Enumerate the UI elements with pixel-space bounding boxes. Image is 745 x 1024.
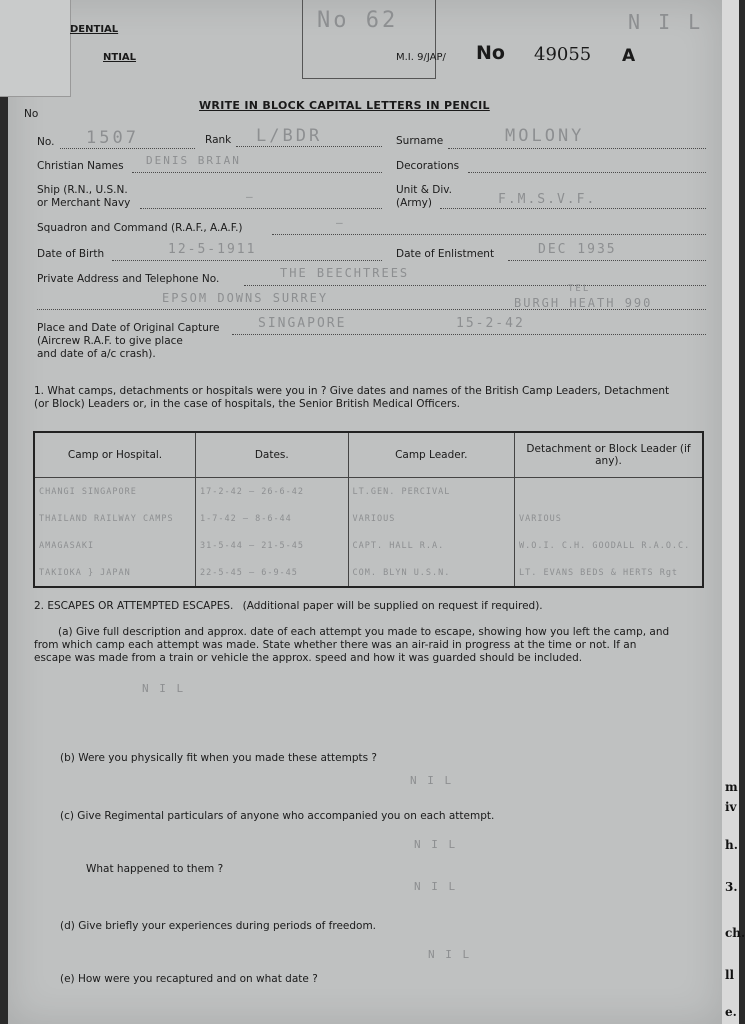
- strip-text: m: [725, 780, 738, 794]
- question-2-note: (Additional paper will be supplied on request if required).: [242, 600, 543, 612]
- leader-cell: COM. BLYN U.S.N.: [348, 559, 514, 587]
- serial-suffix: A: [622, 46, 636, 66]
- christian-names-label: Christian Names: [37, 160, 124, 172]
- rank-value: L/BDR: [256, 126, 323, 146]
- question-2-title: 2. ESCAPES OR ATTEMPTED ESCAPES.: [34, 600, 234, 612]
- address-line-1: THE BEECHTREES: [280, 266, 410, 280]
- question-2d-answer: N I L: [428, 948, 472, 961]
- address-line-2: EPSOM DOWNS SURREY: [162, 291, 329, 305]
- camp-table-header: Dates.: [196, 432, 348, 478]
- squadron-label: Squadron and Command (R.A.F., A.A.F.): [37, 222, 243, 234]
- telephone-label: TEL: [568, 284, 591, 294]
- number-box: [302, 0, 436, 79]
- squadron-value: —: [336, 216, 345, 229]
- adjacent-page-strip: [722, 0, 745, 1024]
- mi-reference: M.I. 9/JAP/: [396, 52, 446, 63]
- dob-label: Date of Birth: [37, 248, 105, 260]
- question-2c-followup: What happened to them ?: [86, 863, 224, 875]
- instruction-heading: WRITE IN BLOCK CAPITAL LETTERS IN PENCIL: [199, 99, 490, 112]
- question-2c-answer: N I L: [414, 838, 458, 851]
- capture-label: Place and Date of Original Capture: [37, 322, 220, 334]
- strip-text: ll: [725, 968, 735, 982]
- camp-table-header: Camp or Hospital.: [34, 432, 196, 478]
- capture-label-3: and date of a/c crash).: [37, 348, 156, 360]
- ship-label-2: or Merchant Navy: [37, 197, 131, 209]
- no-label: No.: [37, 136, 55, 148]
- ship-label: Ship (R.N., U.S.N.: [37, 184, 128, 196]
- strip-text: ch.: [725, 926, 745, 940]
- camp-cell: THAILAND RAILWAY CAMPS: [34, 505, 196, 532]
- camp-table-header: Camp Leader.: [348, 432, 514, 478]
- address-label: Private Address and Telephone No.: [37, 273, 220, 285]
- unit-value: F.M.S.V.F.: [498, 192, 597, 207]
- strip-text: 3.: [725, 880, 738, 894]
- question-2c-followup-answer: N I L: [414, 880, 458, 893]
- dob-value: 12-5-1911: [168, 242, 257, 257]
- strip-text: h.: [725, 838, 738, 852]
- table-row: [34, 532, 703, 559]
- leader-cell: LT.GEN. PERCIVAL: [348, 478, 514, 506]
- telephone-value: BURGH HEATH 990: [514, 296, 653, 310]
- dates-cell: 1-7-42 — 8-6-44: [196, 505, 348, 532]
- camp-table-header: Detachment or Block Leader (if any).: [515, 432, 704, 478]
- ship-value: —: [246, 190, 255, 203]
- enlistment-value: DEC 1935: [538, 242, 617, 257]
- unit-label: Unit & Div.: [396, 184, 452, 196]
- surname-label: Surname: [396, 135, 444, 147]
- corner-no-label: No: [24, 108, 39, 120]
- confidential-stamp: NTIAL: [103, 52, 137, 63]
- strip-text: iv: [725, 800, 737, 814]
- dates-cell: 22-5-45 — 6-9-45: [196, 559, 348, 587]
- box-number: No 62: [317, 8, 399, 33]
- detachment-cell: LT. EVANS BEDS & HERTS Rgt: [519, 567, 679, 578]
- unit-label-2: (Army): [396, 197, 432, 209]
- folded-corner: [0, 0, 71, 97]
- christian-names-value: DENIS BRIAN: [146, 154, 241, 167]
- table-row: [34, 559, 703, 587]
- detachment-cell: VARIOUS: [519, 513, 562, 524]
- question-1-text: 1. What camps, detachments or hospitals were you in ? Give dates and names of the British Camp Leaders, Detachment: [34, 385, 670, 397]
- detachment-cell: W.O.I. C.H. GOODALL R.A.O.C.: [519, 540, 691, 551]
- capture-label-2: (Aircrew R.A.F. to give place: [37, 335, 183, 347]
- leader-cell: VARIOUS: [348, 505, 514, 532]
- surname-value: MOLONY: [505, 126, 585, 146]
- enlistment-label: Date of Enlistment: [396, 248, 495, 260]
- table-row: [34, 478, 703, 506]
- table-row: [34, 505, 703, 532]
- question-2b-answer: N I L: [410, 774, 454, 787]
- camp-table: [33, 431, 704, 588]
- no-value: 1507: [86, 128, 139, 148]
- camp-cell: CHANGI SINGAPORE: [34, 478, 196, 506]
- question-2a-text-2: from which camp each attempt was made. State whether there was an air-raid in progress at the time or not. If an: [34, 639, 637, 651]
- question-2e-text: (e) How were you recaptured and on what date ?: [60, 973, 318, 985]
- camp-cell: AMAGASAKI: [34, 532, 196, 559]
- dates-cell: 31-5-44 — 21-5-45: [196, 532, 348, 559]
- camp-cell: TAKIOKA } JAPAN: [34, 559, 196, 587]
- serial-number: 49055: [534, 44, 592, 65]
- dates-cell: 17-2-42 — 26-6-42: [196, 478, 348, 506]
- detachment-cell: [515, 478, 704, 506]
- nil-mark: N I L: [628, 10, 704, 34]
- question-2c-text: (c) Give Regimental particulars of anyone who accompanied you on each attempt.: [60, 810, 495, 822]
- question-2d-text: (d) Give briefly your experiences during periods of freedom.: [60, 920, 377, 932]
- number-symbol: No: [476, 42, 505, 64]
- confidential-stamp: DENTIAL: [70, 24, 119, 35]
- question-1-text-2: (or Block) Leaders or, in the case of hospitals, the Senior British Medical Officers.: [34, 398, 461, 410]
- rank-label: Rank: [205, 134, 232, 146]
- capture-place: SINGAPORE: [258, 316, 347, 331]
- decorations-label: Decorations: [396, 160, 460, 172]
- question-2a-text: (a) Give full description and approx. date of each attempt you made to escape, showing how you left the camp, and: [58, 626, 670, 638]
- strip-text: e.: [725, 1005, 737, 1019]
- question-2b-text: (b) Were you physically fit when you made these attempts ?: [60, 752, 377, 764]
- question-2-heading: [34, 599, 543, 613]
- capture-date: 15-2-42: [456, 316, 525, 331]
- question-2a-text-3: escape was made from a train or vehicle the approx. speed and how it was guarded should be included.: [34, 652, 583, 664]
- question-2a-answer: N I L: [142, 682, 186, 695]
- leader-cell: CAPT. HALL R.A.: [348, 532, 514, 559]
